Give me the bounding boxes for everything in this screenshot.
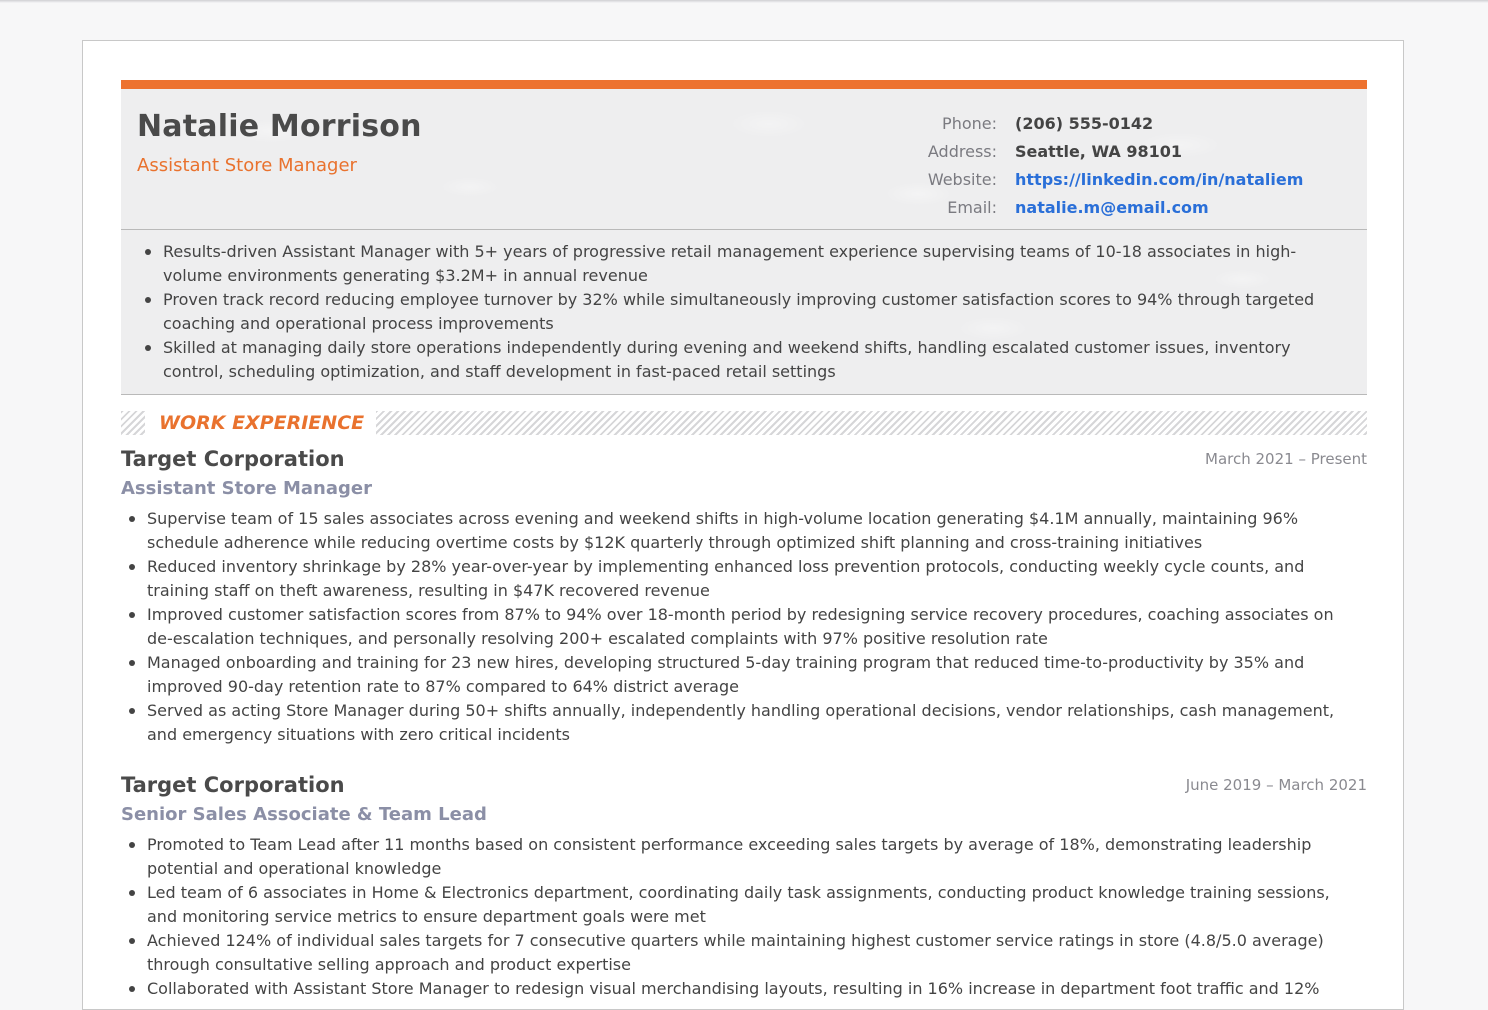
resume-content (121, 80, 1367, 1001)
summary-item: Results-driven Assistant Manager with 5+ years of progressive retail management experience supervising teams of 10-18 associates in high-volume environments generating $3.2M+ in annual revenue (163, 240, 1337, 288)
job-bullet: Served as acting Store Manager during 50+ shifts annually, independently handling operational decisions, vendor relationships, cash management, and emergency situations with zero critical incidents (147, 699, 1361, 747)
summary-list (163, 240, 1337, 384)
accent-bar (121, 80, 1367, 89)
job-bullet: Improved customer satisfaction scores from 87% to 94% over 18-month period by redesigning service recovery procedures, coaching associates on de-escalation techniques, and personally resolving 200+ escalated complaints with 97% positive resolution rate (147, 603, 1361, 651)
candidate-name: Natalie Morrison (137, 109, 422, 144)
contact-info (881, 109, 1361, 221)
section-title: WORK EXPERIENCE (145, 411, 376, 435)
contact-label: Phone: (942, 113, 997, 133)
resume-header (121, 89, 1367, 230)
window-top-edge (0, 0, 1488, 3)
summary-item: Proven track record reducing employee turnover by 32% while simultaneously improving customer satisfaction scores to 94% through targeted coaching and operational process improvements (163, 288, 1337, 336)
job-bullet: Managed onboarding and training for 23 new hires, developing structured 5-day training program that reduced time-to-productivity by 35% and improved 90-day retention rate to 87% compared to 64% district average (147, 651, 1361, 699)
job-bullet: Supervise team of 15 sales associates across evening and weekend shifts in high-volume location generating $4.1M annually, maintaining 96% schedule adherence while reducing overtime costs by $12K quarterly through optimized shift planning and cross-training initiatives (147, 507, 1361, 555)
job-role: Assistant Store Manager (121, 478, 372, 499)
website-link[interactable]: https://linkedin.com/in/nataliem (1015, 169, 1304, 189)
job-company: Target Corporation (121, 447, 345, 471)
job-bullet: Promoted to Team Lead after 11 months based on consistent performance exceeding sales targets by average of 18%, demonstrating leadership potential and operational knowledge (147, 833, 1361, 881)
job-dates: June 2019 – March 2021 (1185, 776, 1367, 794)
candidate-title: Assistant Store Manager (137, 155, 357, 176)
summary-item: Skilled at managing daily store operations independently during evening and weekend shifts, handling escalated customer issues, inventory control, scheduling optimization, and staff development in fast-paced retail settings (163, 336, 1337, 384)
job-dates: March 2021 – Present (1205, 450, 1367, 468)
job-entry (121, 771, 1367, 1001)
resume-page (82, 40, 1404, 1010)
job-bullets (121, 833, 1367, 1001)
contact-website (881, 165, 1361, 193)
job-role: Senior Sales Associate & Team Lead (121, 804, 487, 825)
summary-section (121, 230, 1367, 395)
job-bullet: Collaborated with Assistant Store Manager to redesign visual merchandising layouts, resulting in 16% increase in department foot traffic and 12% (147, 977, 1361, 1001)
contact-label: Website: (927, 169, 997, 189)
job-bullet: Led team of 6 associates in Home & Electronics department, coordinating daily task assignments, conducting product knowledge training sessions, and monitoring service metrics to ensure department goals were met (147, 881, 1361, 929)
contact-phone (881, 109, 1361, 137)
contact-value: (206) 555-0142 (1015, 113, 1154, 133)
contact-email (881, 193, 1361, 221)
job-bullet: Reduced inventory shrinkage by 28% year-over-year by implementing enhanced loss prevention protocols, conducting weekly cycle counts, and training staff on theft awareness, resulting in $47K recovered revenue (147, 555, 1361, 603)
contact-label: Address: (927, 141, 997, 161)
email-link[interactable]: natalie.m@email.com (1015, 197, 1209, 217)
job-entry (121, 445, 1367, 747)
contact-value: Seattle, WA 98101 (1015, 141, 1182, 161)
job-bullets (121, 507, 1367, 747)
contact-label: Email: (947, 197, 997, 217)
contact-address (881, 137, 1361, 165)
job-company: Target Corporation (121, 773, 345, 797)
work-experience-header (121, 411, 1367, 435)
job-bullet: Achieved 124% of individual sales targets for 7 consecutive quarters while maintaining highest customer service ratings in store (4.8/5.0 average) through consultative selling approach and product expertise (147, 929, 1361, 977)
